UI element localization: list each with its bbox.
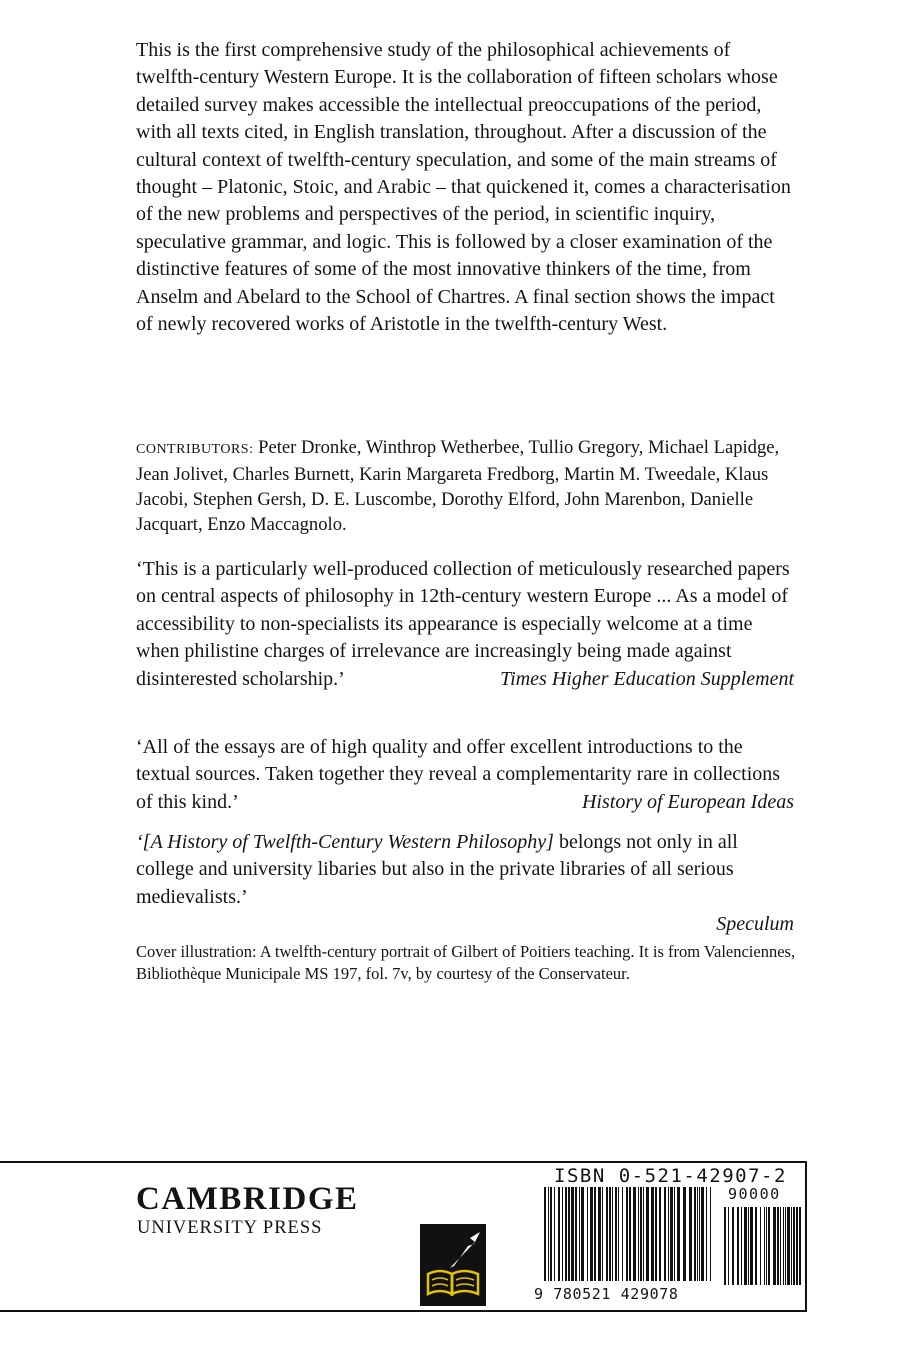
barcode-bar xyxy=(768,1207,770,1285)
barcode-bar xyxy=(799,1207,801,1285)
barcode-bar xyxy=(689,1187,692,1281)
barcode-bar xyxy=(755,1207,757,1285)
barcode-bar xyxy=(629,1187,631,1281)
review-quote xyxy=(136,556,794,693)
barcode-bar xyxy=(602,1187,603,1281)
barcode-bar xyxy=(750,1207,753,1285)
isbn-barcode xyxy=(530,1163,804,1306)
barcode-bar xyxy=(609,1187,611,1281)
barcode-bar xyxy=(773,1207,776,1285)
barcode-bar xyxy=(683,1187,686,1281)
barcode-bar xyxy=(748,1207,749,1285)
barcode-bar xyxy=(724,1207,726,1285)
barcode-bar xyxy=(697,1187,698,1281)
barcode-bar xyxy=(677,1187,680,1281)
barcode-bar xyxy=(670,1187,673,1281)
barcode-addon-digits: 90000 xyxy=(728,1185,781,1203)
barcode-bar xyxy=(783,1207,784,1285)
barcode-bar xyxy=(780,1207,781,1285)
barcode-bar xyxy=(744,1207,747,1285)
barcode-bar xyxy=(646,1187,649,1281)
barcode-bar xyxy=(638,1187,639,1281)
barcode-bar xyxy=(568,1187,570,1281)
barcode-bar xyxy=(659,1187,661,1281)
barcode-bar xyxy=(737,1207,739,1285)
barcode-bar xyxy=(764,1207,765,1285)
publisher-name: CAMBRIDGE xyxy=(136,1181,359,1217)
review-text: belongs not only in all college and university libaries but also in the private libraries of all serious medievalists.’ xyxy=(136,831,738,908)
review-quote xyxy=(136,734,794,816)
review-text: ‘All of the essays are of high quality and offer excellent introductions to the textual sources. Taken together they reveal a complementarity rare in collections of this kind.’ xyxy=(136,736,781,813)
contributors-label: CONTRIBUTORS: xyxy=(136,442,254,457)
barcode-bar xyxy=(651,1187,654,1281)
contributors-paragraph xyxy=(136,435,794,537)
barcode-bar xyxy=(562,1187,563,1281)
barcode-bar xyxy=(622,1187,623,1281)
publisher-subtitle: UNIVERSITY PRESS xyxy=(137,1218,323,1238)
book-description: This is the first comprehensive study of the philosophical achievements of twelfth-century Western Europe. It is the collaboration of fifteen scholars whose detailed survey makes accessible the intellectual preoccupations of the period, with all texts cited, in English translation, throughout. After a discussion of the cultural context of twelfth-century speculation, and some of the main streams of thought – Platonic, Stoic, and Arabic – that quickened it, comes a characterisation of the new problems and perspectives of the period, in scientific inquiry, speculative grammar, and logic. This is followed by a closer examination of the distinctive features of some of the most innovative thinkers of the time, from Anselm and Abelard to the School of Chartres. A final section shows the impact of newly recovered works of Aristotle in the twelfth-century West. xyxy=(136,39,791,336)
publisher-logo xyxy=(420,1224,486,1306)
barcode-bar xyxy=(626,1187,628,1281)
barcode-bar xyxy=(793,1207,795,1285)
barcode-bar xyxy=(777,1207,779,1285)
barcode-bar xyxy=(618,1187,619,1281)
review-source: Speculum xyxy=(716,913,794,936)
barcode-bar xyxy=(550,1187,552,1281)
review-text: ‘This is a particularly well-produced collection of meticulously researched papers on central aspects of philosophy in 12th-century western Europe ... As a model of accessibility to non-specialists its appearance is especially welcome at a time when philistine charges of irrelevance are increasingly being made against disinterested scholarship.’ xyxy=(136,558,790,690)
review-quote xyxy=(136,829,794,939)
barcode-bar xyxy=(606,1187,608,1281)
barcode-bar xyxy=(640,1187,642,1281)
barcode-bar xyxy=(699,1187,700,1281)
barcode-bar xyxy=(575,1187,577,1281)
barcode-bar xyxy=(701,1187,704,1281)
barcode-bar xyxy=(587,1187,588,1281)
barcode-bar xyxy=(706,1187,707,1281)
barcode-bar xyxy=(741,1207,742,1285)
barcode-bar xyxy=(710,1187,711,1281)
barcode-bar xyxy=(633,1187,636,1281)
barcode-bar xyxy=(579,1187,580,1281)
barcode-bar xyxy=(694,1187,696,1281)
ean-digits: 9 780521 429078 xyxy=(534,1285,679,1303)
barcode-bar xyxy=(760,1207,761,1285)
barcode-bar xyxy=(643,1187,644,1281)
barcode-bar xyxy=(548,1187,549,1281)
isbn-number: ISBN 0-521-42907-2 xyxy=(554,1165,787,1187)
cover-illustration-note: Cover illustration: A twelfth-century portrait of Gilbert of Poitiers teaching. It is from Valenciennes, Bibliothèque Municipale MS 197, fol. 7v, by courtesy of the Conservateur. xyxy=(136,942,796,983)
barcode-bar xyxy=(544,1187,546,1281)
barcode-bar xyxy=(581,1187,584,1281)
barcode-bar xyxy=(791,1207,792,1285)
review-source: History of European Ideas xyxy=(581,790,794,813)
barcode-bar xyxy=(668,1187,669,1281)
barcode-bar xyxy=(655,1187,657,1281)
barcode-bar xyxy=(571,1187,574,1281)
review-source: Times Higher Education Supplement xyxy=(500,667,794,690)
barcode-bar xyxy=(766,1207,767,1285)
barcode-bar xyxy=(594,1187,596,1281)
open-book-icon xyxy=(420,1224,486,1306)
barcode-bar xyxy=(558,1187,560,1281)
review-book-title: ‘[A History of Twelfth-Century Western Philosophy] xyxy=(136,831,554,853)
barcode-bar xyxy=(565,1187,567,1281)
barcode-bar xyxy=(728,1207,729,1285)
barcode-bar xyxy=(598,1187,601,1281)
barcode-bar xyxy=(785,1207,786,1285)
barcode-bar xyxy=(664,1187,666,1281)
barcode-bar xyxy=(674,1187,675,1281)
contributors-names: Peter Dronke, Winthrop Wetherbee, Tullio Gregory, Michael Lapidge, Jean Jolivet, Charles Burnett, Karin Margareta Fredborg, Martin M. Tweedale, Klaus Jacobi, Stephen Gersh, D. E. Luscombe, Dorothy Elford, John Marenbon, Danielle Jacquart, Enzo Maccagnolo. xyxy=(136,437,780,535)
barcode-bar xyxy=(787,1207,790,1285)
barcode-bar xyxy=(590,1187,593,1281)
barcode-bar xyxy=(612,1187,613,1281)
barcode-bar xyxy=(615,1187,617,1281)
barcode-bar xyxy=(732,1207,734,1285)
barcode-bar xyxy=(796,1207,798,1285)
barcode-bar xyxy=(554,1187,555,1281)
